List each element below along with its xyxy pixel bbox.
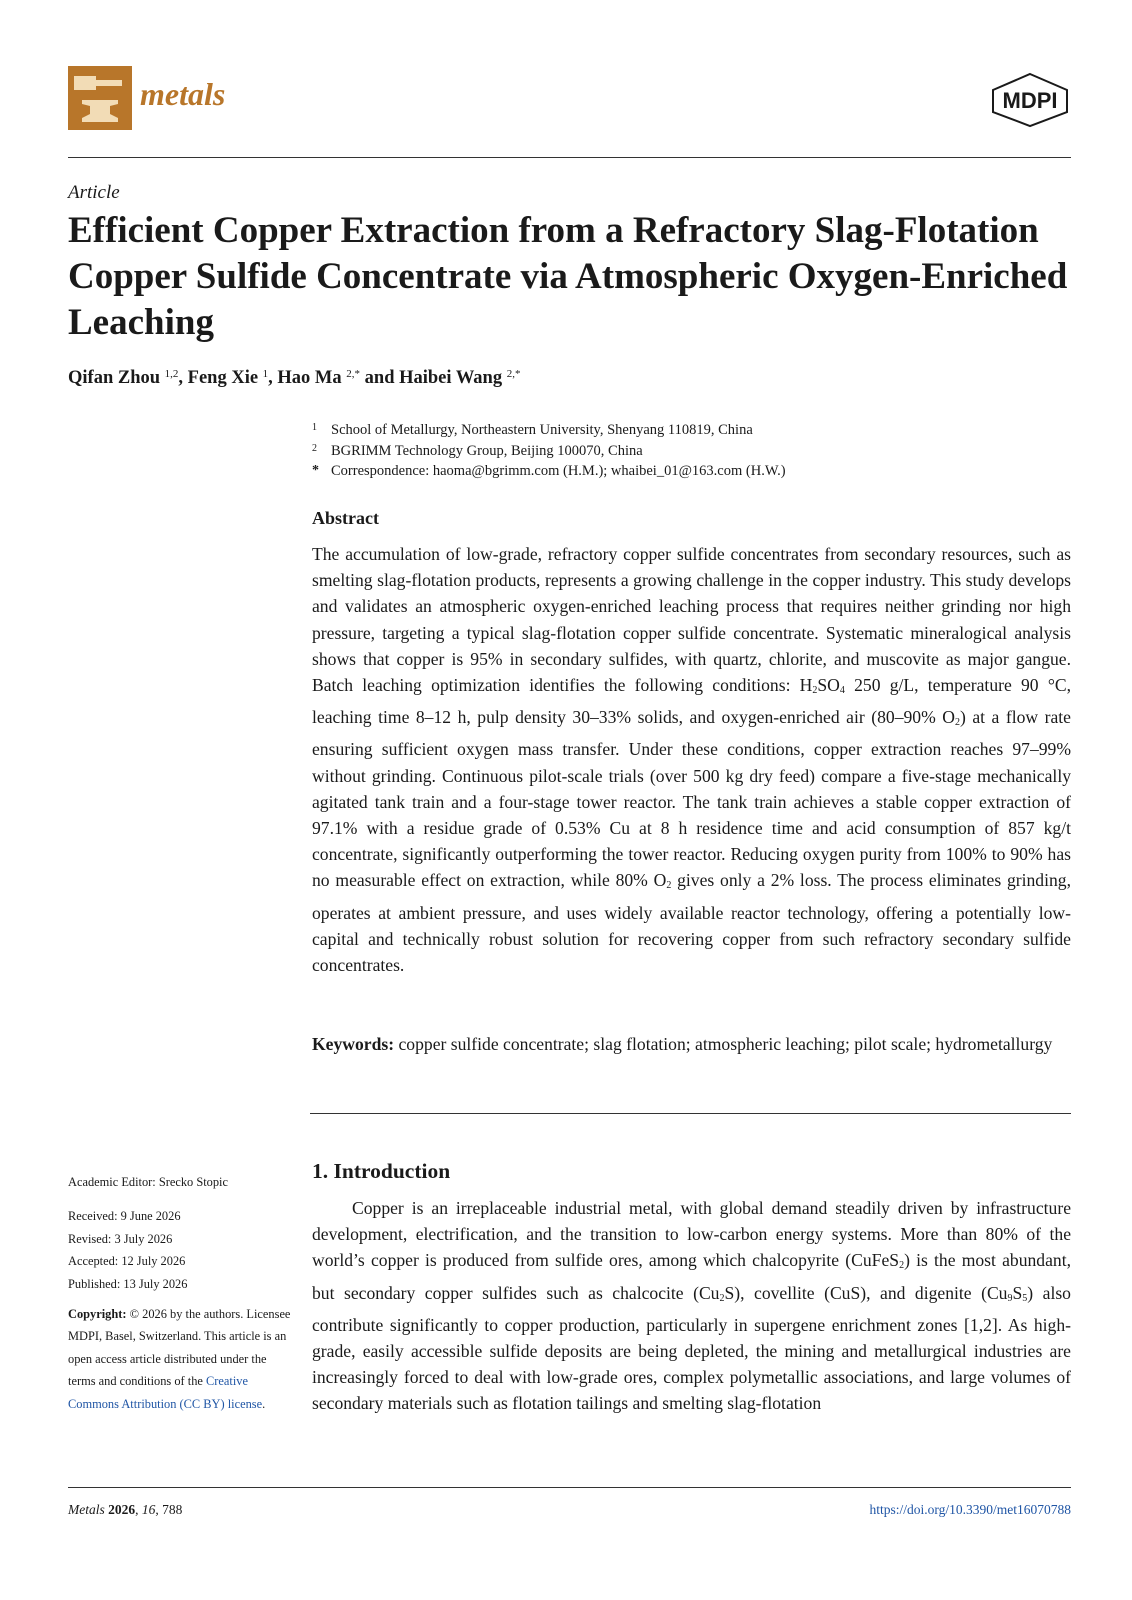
mdpi-logo-icon (989, 72, 1071, 128)
author-affiliation-mark: 1 (262, 368, 269, 380)
keywords-label: Keywords: (312, 1034, 395, 1054)
affiliation-mark: 1 (312, 422, 317, 433)
author-list: Qifan Zhou $^{1,2}$, Feng Xie $^1$, Hao Ma $^{2,*}$ and Haibei Wang $^{2,*}$ (68, 368, 521, 388)
received-date: Received: 9 June 2026 (68, 1209, 181, 1224)
author-affiliation-mark: 1,2 (164, 368, 179, 380)
accepted-date: Accepted: 12 July 2026 (68, 1254, 186, 1269)
article-title: Efficient Copper Extraction from a Refractory Slag-Flotation Copper Sulfide Concentrate via Atmospheric Oxygen-Enriched Leaching (68, 210, 1068, 343)
footer-divider (68, 1487, 1071, 1488)
header-divider (68, 157, 1071, 158)
doi-link[interactable]: https://doi.org/10.3390/met16070788 (869, 1502, 1071, 1517)
author-name: Haibei Wang (399, 368, 507, 388)
keywords-divider (310, 1113, 1071, 1114)
correspondence-text: Correspondence: haoma@bgrimm.com (H.M.); whaibei_01@163.com (H.W.) (331, 463, 786, 479)
keywords-text: copper sulfide concentrate; slag flotation; atmospheric leaching; pilot scale; hydrometallurgy (398, 1034, 1053, 1054)
journal-logo-icon (68, 66, 132, 130)
author-affiliation-mark: 2,* (506, 368, 521, 380)
correspondence-item (312, 461, 1072, 482)
affiliation-item (312, 441, 1072, 462)
license-link[interactable]: Creative Commons Attribution (CC BY) license (68, 1374, 263, 1411)
citation-footer: Metals 2026, 16, 788 (68, 1502, 183, 1517)
author-name: Qifan Zhou (68, 368, 165, 388)
affiliation-text: BGRIMM Technology Group, Beijing 100070, China (331, 442, 643, 459)
author-name: Hao Ma (277, 368, 347, 388)
revised-date: Revised: 3 July 2026 (68, 1231, 173, 1246)
article-info-sidebar (68, 1171, 293, 1415)
introduction-text: Copper is an irreplaceable industrial metal, with global demand steadily driven by infrastructure development, electrification, and the transition to low-carbon energy systems. More than 80% of the world’s copper is produced from sulfide ores, among which chalcopyrite (CuFeS$_2$) is the most abundant, but secondary copper sulfides such as chalcocite $(Cu_2S)$, covellite (CuS), and digenite $(Cu_9S_5)$ also contribute significantly to copper production, particularly in supergene enrichment zones [1,2]. As high-grade, easily accessible sulfide deposits are being depleted, the mining and metallurgical industries are increasingly forced to deal with low-grade ores, complex polymetallic associations, and large volumes of secondary materials such as flotation tailings and smelting slag-flotation (312, 1198, 1071, 1414)
keywords (312, 1031, 1071, 1057)
affiliation-item (312, 420, 1072, 441)
correspondence-mark: * (312, 463, 319, 478)
academic-editor: Academic Editor: Srecko Stopic (68, 1175, 229, 1189)
affiliation-mark: 2 (312, 442, 317, 454)
journal-name: metals (140, 76, 226, 112)
copyright-notice: Copyright: © 2026 by the authors. Licensee MDPI, Basel, Switzerland. This article is an open access article distributed under the terms and conditions of the Creative Commons Attribution (CC BY) license. (68, 1307, 291, 1411)
journal-header (68, 66, 1071, 134)
affiliations (312, 420, 1072, 482)
affiliation-text: School of Metallurgy, Northeastern University, Shenyang 110819, China (331, 422, 753, 438)
svg-text:MDPI: MDPI (1002, 88, 1058, 113)
abstract-heading: Abstract (312, 508, 379, 528)
published-date: Published: 13 July 2026 (68, 1276, 188, 1291)
section-heading-introduction: 1. Introduction (312, 1159, 451, 1183)
article-type: Article (68, 182, 120, 203)
author-affiliation-mark: 2,* (346, 368, 361, 380)
abstract-text: The accumulation of low-grade, refractory copper sulfide concentrates from secondary resources, such as smelting slag-flotation products, represents a growing challenge in the copper industry. This study develops and validates an atmospheric oxygen-enriched leaching process that requires neither grinding nor high pressure, targeting a typical slag-flotation copper sulfide concentrate. Systematic mineralogical analysis shows that copper is 95% in secondary sulfides, with quartz, chlorite, and muscovite as major gangue. Batch leaching optimization identifies the following conditions: $H_2SO_4$ 250 g/L, temperature 90 °C, leaching time 8–12 h, pulp density 30–33% solids, and oxygen-enriched air (80–90% $O_2$) at a flow rate ensuring sufficient oxygen mass transfer. Under these conditions, copper extraction reaches 97–99% without grinding. Continuous pilot-scale trials (over 500 kg dry feed) compare a five-stage mechanically agitated tank train and a four-stage tower reactor. The tank train achieves a stable copper extraction of 97.1% with a residue grade of 0.53% Cu at 8 h residence time and acid consumption of 857 kg/t concentrate, significantly outperforming the tower reactor. Reducing oxygen purity from 100% to 90% has no measurable effect on extraction, while 80% $O_2$ gives only a 2% loss. The process eliminates grinding, operates at ambient pressure, and uses widely available reactor technology, offering a potentially low-capital and technically robust solution for recovering copper from such refractory secondary sulfide concentrates. (312, 544, 1071, 976)
author-name: Feng Xie (187, 368, 263, 388)
